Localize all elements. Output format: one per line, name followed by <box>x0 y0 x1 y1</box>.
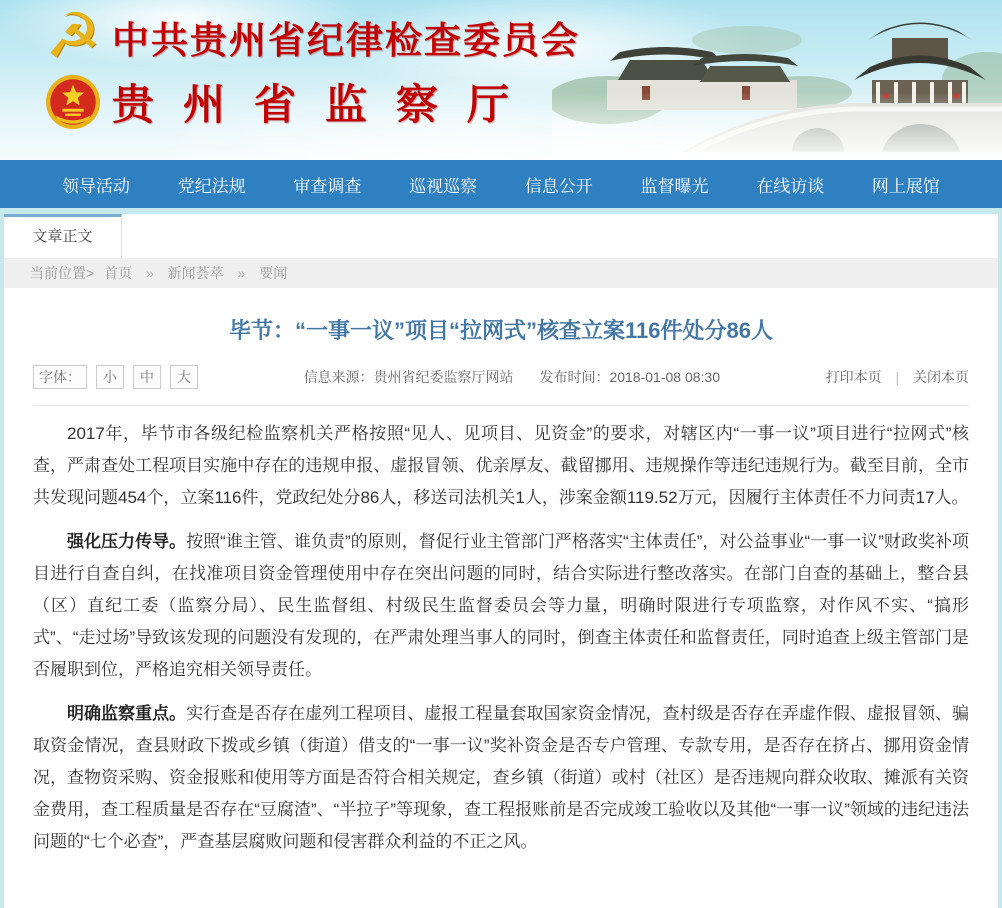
org-name-line2: 贵州省监察厅 <box>112 81 539 128</box>
article-content <box>4 288 998 908</box>
article-meta <box>198 367 826 387</box>
font-size-large-button[interactable]: 大 <box>170 365 198 389</box>
publish-time-label: 发布时间： <box>539 369 610 385</box>
paragraph-2: 强化压力传导。按照“谁主管、谁负责”的原则，督促行业主管部门严格落实“主体责任”，对公益事业“一事一议”财政奖补项目进行自查自纠，在找准项目资金管理使用中存在突出问题的同时，结合实际进行整改落实。在部门自查的基础上，整合县（区）直纪工委（监察分局）、民生监督组、村级民生监督委员会等力量，明确时限进行专项监察，对作风不实、“搞形式”、“走过场”导致该发现的问题没有发现的，在严肃处理当事人的同时，倒查主体责任和监督责任，同时追查上级主管部门是否履职到位，严格追究相关领导责任。 <box>33 532 970 679</box>
org-name-line1: 中共贵州省纪律检查委员会 <box>112 20 580 61</box>
font-size-label: 字体： <box>33 365 87 389</box>
nav-item-party-rules[interactable]: 党纪法规 <box>177 176 246 196</box>
header-banner <box>0 0 1002 160</box>
breadcrumb-important-news[interactable]: 要闻 <box>259 265 288 281</box>
article-body <box>33 418 969 858</box>
publish-time-value: 2018-01-08 08:30 <box>609 369 720 385</box>
meta-divider <box>33 405 969 406</box>
nav-item-online-interview[interactable]: 在线访谈 <box>756 176 825 196</box>
source-value: 贵州省纪委监察厅网站 <box>373 369 514 385</box>
nav-item-supervision-exposure[interactable]: 监督曝光 <box>640 176 709 196</box>
national-emblem-icon <box>34 73 112 131</box>
close-page-link[interactable]: 关闭本页 <box>913 369 969 385</box>
font-size-small-button[interactable]: 小 <box>96 365 124 389</box>
breadcrumb-separator: » <box>237 265 246 281</box>
nav-item-review-investigation[interactable]: 审查调查 <box>293 176 362 196</box>
tab-article-body[interactable]: 文章正文 <box>4 214 122 258</box>
article-meta-row <box>33 365 969 389</box>
paragraph-3: 明确监察重点。实行查是否存在虚列工程项目、虚报工程量套取国家资金情况，查村级是否存在弄虚作假、虚报冒领、骗取资金情况，查县财政下拨或乡镇（街道）借支的“一事一议”奖补资金是否专户管理、专款专用，是否存在挤占、挪用资金情况，查物资采购、资金报账和使用等方面是否符合相关规定，查乡镇（街道）或村（社区）是否违规向群众收取、摊派有关资金费用，查工程质量是否存在“豆腐渣”、“半拉子”等现象，查工程报账前是否完成竣工验收以及其他“一事一议”领域的违纪违法问题的“七个必查”，严查基层腐败问题和侵害群众利益的不正之风。 <box>33 704 970 851</box>
breadcrumb-separator: » <box>145 265 154 281</box>
article-title: 毕节：“一事一议”项目“拉网式”核查立案116件处分86人 <box>229 318 773 343</box>
source-label: 信息来源： <box>303 369 374 385</box>
breadcrumb-label: 当前位置> <box>30 265 95 281</box>
party-emblem-icon: ☭ <box>45 2 101 71</box>
font-size-controls <box>33 365 198 389</box>
main-nav <box>0 160 1002 208</box>
nav-item-online-exhibition[interactable]: 网上展馆 <box>871 176 940 196</box>
main-wrapper <box>4 214 998 908</box>
nav-item-info-disclosure[interactable]: 信息公开 <box>524 176 593 196</box>
header-scenery <box>552 0 1002 160</box>
page-actions <box>826 367 969 387</box>
nav-item-inspection-tours[interactable]: 巡视巡察 <box>409 176 478 196</box>
actions-divider: | <box>895 369 900 385</box>
tab-row <box>4 214 998 258</box>
nav-item-leader-activity[interactable]: 领导活动 <box>62 176 130 196</box>
paragraph-1: 2017年，毕节市各级纪检监察机关严格按照“见人、见项目、见资金”的要求，对辖区内“一事一议”项目进行“拉网式”核查，严肃查处工程项目实施中存在的违规申报、虚报冒领、优亲厚友、截留挪用、违规操作等违纪违规行为。截至目前，全市共发现问题454个，立案116件，党政纪处分86人，移送司法机关1人，涉案金额119.52万元，因履行主体责任不力问责17人。 <box>33 424 969 507</box>
breadcrumb-home[interactable]: 首页 <box>104 265 133 281</box>
breadcrumb <box>4 258 998 288</box>
site-brand <box>34 2 580 132</box>
print-page-link[interactable]: 打印本页 <box>825 369 882 385</box>
breadcrumb-news[interactable]: 新闻荟萃 <box>167 265 224 281</box>
font-size-medium-button[interactable]: 中 <box>133 365 161 389</box>
